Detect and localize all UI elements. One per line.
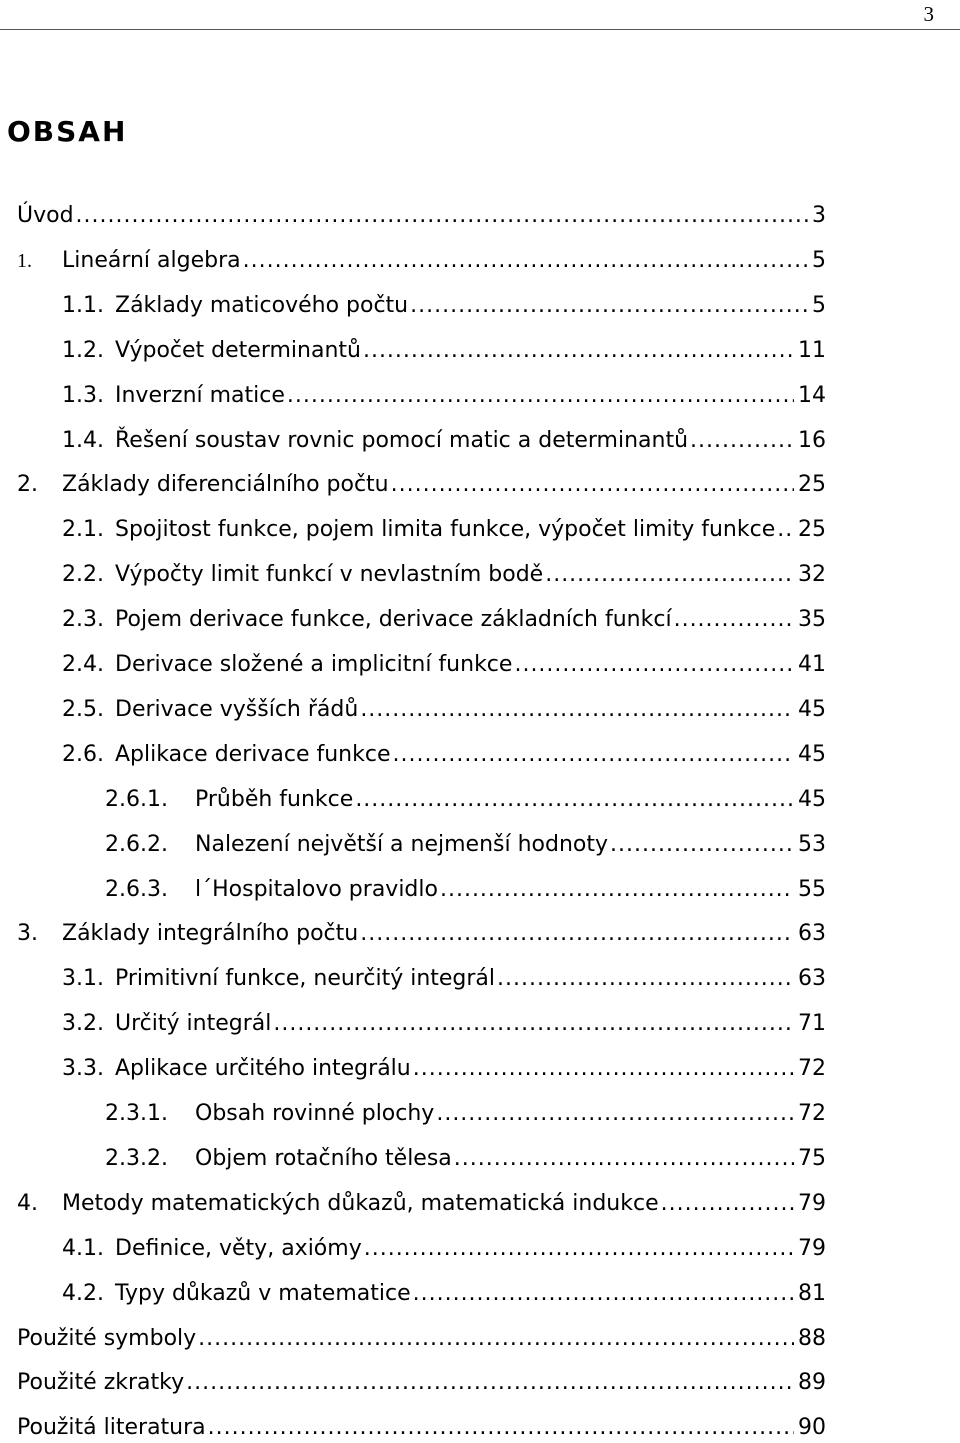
toc-leader-dots	[360, 695, 794, 725]
toc-entry-page: 45	[798, 696, 826, 722]
toc-entry-title: Inverzní matice	[115, 382, 285, 408]
toc-leader-dots	[610, 830, 794, 860]
toc-entry-number: 2.6.1.	[105, 786, 168, 812]
toc-entry[interactable]	[17, 1310, 826, 1354]
toc-entry[interactable]	[62, 995, 826, 1039]
toc-entry-page: 89	[798, 1370, 826, 1396]
toc-entry[interactable]	[62, 501, 826, 545]
toc-entry-title: Řešení soustav rovnic pomocí matic a determinantů	[115, 427, 689, 453]
toc-entry-title: Definice, věty, axiómy	[115, 1235, 362, 1261]
toc-entry-title: Obsah rovinné plochy	[195, 1101, 435, 1126]
toc-entry[interactable]	[62, 591, 826, 635]
toc-entry[interactable]	[105, 861, 826, 905]
toc-entry[interactable]	[62, 412, 826, 456]
toc-entry-title: Použitá literatura	[17, 1415, 206, 1441]
toc-entry-page: 53	[798, 831, 826, 857]
toc-entry-page: 11	[798, 337, 826, 363]
toc-entry-page: 14	[798, 382, 826, 408]
toc-entry-page: 90	[798, 1415, 826, 1441]
toc-entry-title: Derivace vyšších řádů	[115, 696, 359, 722]
toc-entry[interactable]	[105, 1085, 826, 1129]
toc-entry-page: 79	[798, 1190, 826, 1216]
toc-entry-number: 1.3.	[62, 382, 104, 408]
toc-entry-page: 88	[798, 1325, 826, 1351]
toc-entry-number: 3.3.	[62, 1056, 104, 1082]
toc-entry-page: 81	[798, 1280, 826, 1306]
toc-entry[interactable]	[105, 816, 826, 860]
toc-entry-number: 2.3.1.	[105, 1101, 168, 1126]
toc-entry[interactable]	[17, 1354, 826, 1398]
toc-entry[interactable]	[17, 187, 826, 231]
toc-entry-title: Úvod	[17, 203, 74, 228]
toc-entry-title: l´Hospitalovo pravidlo	[195, 876, 438, 902]
toc-leader-dots	[364, 1234, 794, 1264]
toc-entry-page: 45	[798, 786, 826, 812]
toc-entry-number: 2.6.2.	[105, 831, 168, 857]
toc-leader-dots	[360, 919, 794, 949]
toc-entry-title: Objem rotačního tělesa	[195, 1145, 452, 1171]
toc-entry[interactable]	[62, 681, 826, 725]
toc-entry-title: Aplikace určitého integrálu	[115, 1056, 411, 1082]
toc-leader-dots	[661, 1189, 794, 1219]
toc-entry-number: 3.2.	[62, 1011, 104, 1037]
toc-entry-page: 3	[812, 203, 826, 228]
toc-entry-number: 2.3.2.	[105, 1145, 168, 1171]
toc-entry[interactable]	[17, 456, 826, 500]
toc-entry-page: 72	[798, 1056, 826, 1082]
toc-entry-title: Použité symboly	[17, 1325, 197, 1351]
toc-entry[interactable]	[62, 950, 826, 994]
toc-leader-dots	[497, 964, 794, 994]
toc-entry-title: Primitivní funkce, neurčitý integrál	[115, 966, 496, 992]
toc-entry-page: 45	[798, 741, 826, 767]
toc-entry-page: 55	[798, 876, 826, 902]
toc-leader-dots	[198, 1324, 794, 1354]
toc-entry-number: 2.6.3.	[105, 876, 168, 902]
toc-leader-dots	[287, 381, 794, 411]
toc-entry-title: Základy maticového počtu	[115, 292, 409, 318]
toc-entry-title: Nalezení největší a nejmenší hodnoty	[195, 831, 609, 857]
toc-entry-page: 79	[798, 1235, 826, 1261]
toc-title: OBSAH	[7, 115, 128, 148]
toc-entry-page: 25	[798, 472, 826, 498]
toc-entry-number: 4.2.	[62, 1280, 104, 1306]
toc-leader-dots	[440, 875, 794, 905]
page-number: 3	[923, 2, 934, 26]
toc-entry-page: 63	[798, 921, 826, 947]
toc-leader-dots	[413, 1054, 794, 1084]
header-rule	[0, 29, 960, 30]
toc-entry[interactable]	[17, 232, 826, 276]
toc-leader-dots	[391, 470, 794, 500]
toc-entry-page: 5	[812, 292, 826, 318]
toc-entry[interactable]	[62, 1265, 826, 1309]
toc-entry-title: Výpočty limit funkcí v nevlastním bodě	[115, 562, 544, 588]
toc-leader-dots	[436, 1099, 794, 1129]
toc-entry-number: 2.5.	[62, 696, 104, 722]
toc-entry-number: 1.	[17, 249, 32, 272]
toc-leader-dots	[363, 336, 794, 366]
toc-entry-title: Pojem derivace funkce, derivace základních funkcí	[115, 607, 672, 633]
toc-entry-title: Aplikace derivace funkce	[115, 741, 391, 767]
toc-leader-dots	[273, 1009, 794, 1039]
toc-entry-page: 71	[798, 1011, 826, 1037]
toc-entry[interactable]	[62, 546, 826, 590]
toc-entry-page: 75	[798, 1145, 826, 1171]
toc-entry-title: Metody matematických důkazů, matematická indukce	[62, 1190, 659, 1216]
toc-entry[interactable]	[62, 726, 826, 770]
toc-entry[interactable]	[17, 905, 826, 949]
toc-leader-dots	[410, 291, 808, 321]
toc-leader-dots	[545, 560, 794, 590]
toc-entry-number: 4.1.	[62, 1235, 104, 1261]
toc-leader-dots	[186, 1368, 794, 1398]
toc-entry[interactable]	[62, 1220, 826, 1264]
toc-leader-dots	[208, 1413, 794, 1443]
toc-leader-dots	[454, 1144, 794, 1174]
toc-entry-number: 2.2.	[62, 562, 104, 588]
toc-entry-title: Výpočet determinantů	[115, 337, 361, 363]
toc-leader-dots	[674, 605, 794, 635]
toc-entry-number: 1.4.	[62, 427, 104, 453]
toc-entry-title: Průběh funkce	[195, 786, 354, 812]
toc-entry-number: 2.3.	[62, 607, 104, 633]
toc-entry-number: 4.	[17, 1190, 38, 1216]
toc-entry[interactable]	[17, 1399, 826, 1443]
toc-entry[interactable]	[62, 636, 826, 680]
toc-entry-title: Lineární algebra	[62, 247, 241, 273]
toc-entry-title: Základy integrálního počtu	[62, 921, 359, 947]
toc-leader-dots	[355, 785, 794, 815]
toc-entry-number: 1.1.	[62, 292, 104, 318]
toc-entry-page: 72	[798, 1101, 826, 1126]
toc-entry-number: 2.1.	[62, 517, 104, 543]
toc-entry-number: 2.4.	[62, 652, 104, 677]
toc-entry-number: 3.	[17, 921, 38, 947]
toc-leader-dots	[392, 740, 794, 770]
toc-entry-title: Použité zkratky	[17, 1370, 185, 1396]
toc-entry-title: Základy diferenciálního počtu	[62, 472, 389, 498]
toc-entry-title: Určitý integrál	[115, 1011, 272, 1037]
toc-leader-dots	[777, 515, 794, 545]
toc-leader-dots	[243, 246, 808, 276]
toc-entry-page: 63	[798, 966, 826, 992]
toc-entry[interactable]	[105, 771, 826, 815]
toc-leader-dots	[514, 650, 794, 680]
toc-entry-page: 16	[798, 427, 826, 453]
toc-entry[interactable]	[105, 1130, 826, 1174]
toc-entry-title: Derivace složené a implicitní funkce	[115, 652, 513, 677]
toc-entry-number: 1.2.	[62, 337, 104, 363]
toc-leader-dots	[690, 426, 794, 456]
toc-leader-dots	[76, 201, 808, 231]
toc-entry-page: 35	[798, 607, 826, 633]
toc-leader-dots	[413, 1279, 794, 1309]
toc-entry[interactable]	[62, 277, 826, 321]
toc-entry-page: 41	[798, 652, 826, 677]
toc-entry-title: Typy důkazů v matematice	[115, 1280, 411, 1306]
toc-entry[interactable]	[62, 1040, 826, 1084]
toc-entry-page: 5	[812, 247, 826, 273]
toc-entry-number: 3.1.	[62, 966, 104, 992]
toc-entry-number: 2.	[17, 472, 38, 498]
toc-entry-title: Spojitost funkce, pojem limita funkce, výpočet limity funkce	[115, 517, 776, 543]
toc-entry[interactable]	[62, 322, 826, 366]
toc-entry[interactable]	[17, 1175, 826, 1219]
toc-entry[interactable]	[62, 367, 826, 411]
toc-entry-page: 25	[798, 517, 826, 543]
toc-entry-page: 32	[798, 562, 826, 588]
toc-entry-number: 2.6.	[62, 741, 104, 767]
